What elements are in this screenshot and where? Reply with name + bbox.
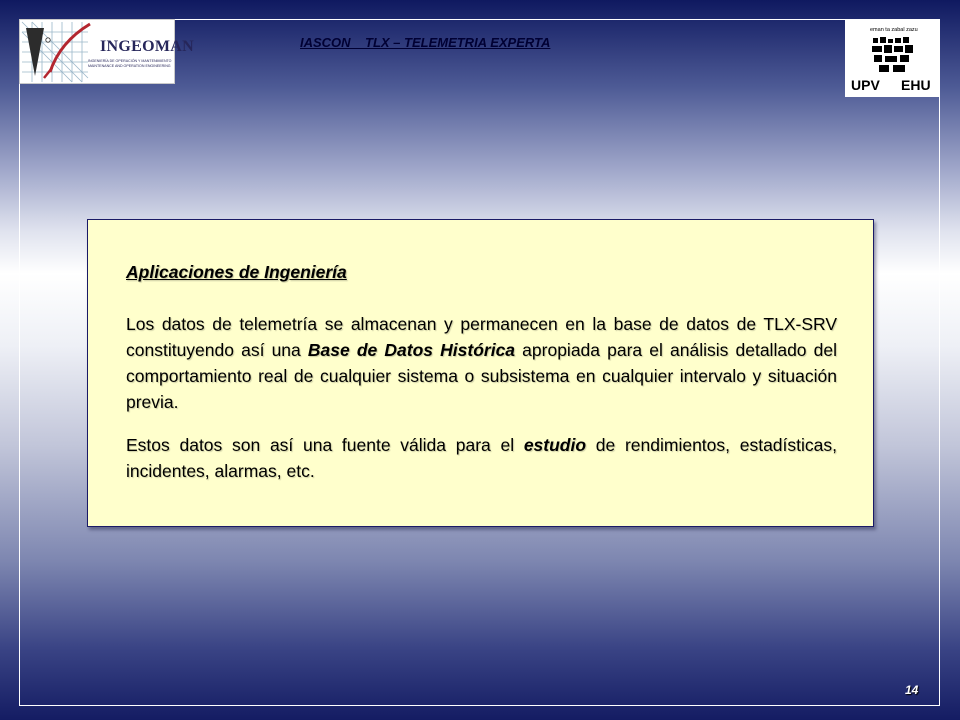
paragraph-2-emphasis: estudio [523,435,587,455]
upv-text: UPV [851,77,880,93]
paragraph-data-study [126,432,837,484]
paragraph-2-text-start: Estos datos son así una fuente válida para el [126,435,524,455]
content-box [87,219,874,527]
university-emblem-icon [871,36,915,74]
ehu-text: EHU [901,77,931,93]
paragraph-historical-database [126,311,837,415]
paragraph-1-text-end: apropiada para el análisis detallado del comportamiento real de cualquier sistema o subsistema en cualquier intervalo y situación previa. [126,340,838,412]
paragraph-1-emphasis: Base de Datos Histórica [307,340,516,360]
ingeoman-subtitle: INGENIERÍA DE OPERACIÓN Y MANTENIMIENTO MAINTENANCE AND OPERATION ENGINEERING [88,59,172,68]
header-title: IASCON TLX – TELEMETRIA EXPERTA [300,35,551,50]
upv-ehu-motto: eman ta zabal zazu [870,27,918,33]
page-number: 14 [905,683,919,697]
ingeoman-logo [19,19,194,84]
paragraph-2-text-end: de rendimientos, estadísticas, incidentes, alarmas, etc. [126,435,837,481]
upv-ehu-logo [845,20,940,97]
section-heading: Aplicaciones de Ingeniería [126,262,347,282]
ingeoman-name: INGEOMAN [100,38,194,55]
content-text-area [126,259,837,501]
ingeoman-emblem-icon [22,22,92,82]
paragraph-1-text-start: Los datos de telemetría se almacenan y permanecen en la base de datos de TLX-SRV constituyendo así una [126,314,837,360]
